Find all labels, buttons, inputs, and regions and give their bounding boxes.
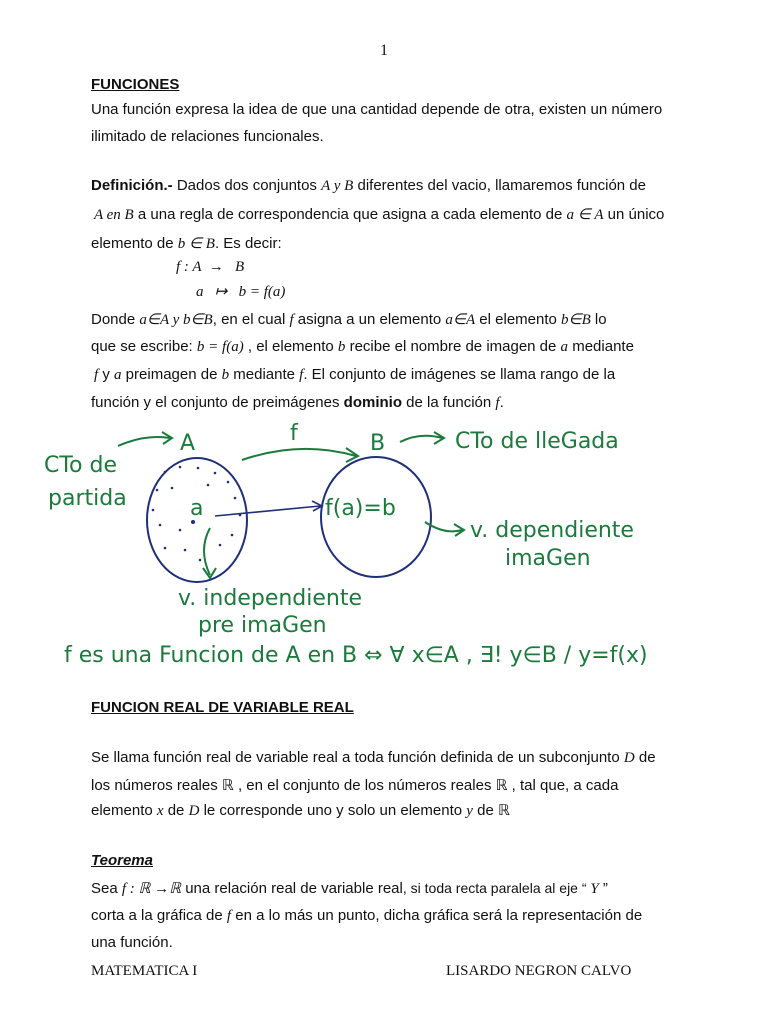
hw-label-f: f — [290, 421, 298, 446]
math: f — [289, 312, 294, 328]
hw-label-A: A — [180, 431, 196, 456]
math: b∈B — [561, 312, 591, 328]
text: de la función — [402, 394, 496, 411]
page-number: 1 — [380, 42, 388, 59]
math: b = f(a) — [196, 339, 244, 355]
math: b — [221, 367, 230, 383]
definition-line-2 — [94, 205, 664, 224]
text: lo — [590, 311, 607, 328]
text: diferentes del vacio, llamaremos función de — [353, 177, 646, 194]
text: que se escribe: — [91, 338, 197, 355]
math: D — [188, 803, 200, 819]
section2-line-3 — [91, 801, 510, 820]
math: ℝ — [221, 778, 234, 794]
hw-a: a — [190, 496, 204, 521]
text: Se llama función real de variable real a toda función definida de un subconjunto — [91, 749, 624, 766]
hw-cto-de: CTo de — [44, 453, 118, 478]
text: mediante — [568, 338, 634, 355]
definition-label: Definición.- — [91, 177, 173, 194]
hw-pre-imagen: pre imaGen — [198, 613, 327, 638]
hw-v-independiente: v. independiente — [178, 586, 363, 611]
text: el elemento — [475, 311, 562, 328]
text: recibe el nombre de imagen de — [345, 338, 561, 355]
math: Y — [590, 881, 599, 897]
math: a — [114, 367, 122, 383]
math: D — [623, 750, 635, 766]
text: preimagen de — [121, 366, 222, 383]
teorema-title: Teorema — [91, 852, 153, 869]
math-AyB: A y B — [321, 178, 354, 194]
text: , tal que, a cada — [507, 777, 619, 794]
math: a∈A — [445, 312, 476, 328]
math: b — [337, 339, 346, 355]
text: a una regla de correspondencia que asigna a cada elemento de — [133, 206, 567, 223]
text: , si toda recta paralela al eje “ — [402, 880, 591, 896]
definition-line-3 — [91, 234, 282, 253]
text: función y el conjunto de preimágenes — [91, 394, 344, 411]
teorema-line-2 — [91, 907, 642, 925]
donde-line-2 — [91, 338, 634, 356]
mapping-line-2: a ↦ b = f(a) — [196, 284, 286, 300]
text: un único — [603, 206, 665, 223]
text: Dados dos conjuntos — [172, 177, 322, 194]
math: f : ℝ →ℝ — [121, 881, 182, 897]
text: , en el conjunto de los números reales — [233, 777, 496, 794]
text: . — [499, 394, 504, 411]
math: x — [156, 803, 164, 819]
math-AenB: A en B — [94, 207, 134, 223]
hw-imagen: imaGen — [505, 546, 591, 571]
math-binB: b ∈ B — [177, 236, 215, 252]
hw-partida: partida — [48, 486, 127, 511]
math: f — [226, 908, 232, 924]
text: , en el cual — [212, 311, 290, 328]
math: f — [94, 367, 99, 383]
section2-line-1 — [91, 749, 656, 767]
math: y — [466, 803, 473, 819]
handwritten-diagram — [0, 410, 768, 680]
text: de — [634, 749, 656, 766]
text: de — [472, 802, 498, 819]
text: de — [163, 802, 189, 819]
text: . Es decir: — [214, 235, 282, 252]
donde-line-3 — [94, 366, 615, 384]
text: corta a la gráfica de — [91, 907, 227, 924]
text: ” — [598, 880, 608, 897]
text: elemento — [91, 802, 157, 819]
text: Donde — [91, 311, 140, 328]
hw-label-B: B — [370, 431, 386, 456]
text: los números reales — [91, 777, 222, 794]
intro-line-2: ilimitado de relaciones funcionales. — [91, 128, 324, 145]
math: ℝ — [495, 778, 508, 794]
text: le corresponde uno y solo un elemento — [199, 802, 467, 819]
hw-cto-llegada: CTo de lleGada — [455, 429, 619, 454]
intro-line-1: Una función expresa la idea de que una cantidad depende de otra, existen un número — [91, 101, 663, 118]
donde-line-1 — [91, 310, 607, 329]
math: f — [299, 367, 304, 383]
math-ainA: a ∈ A — [566, 207, 604, 223]
teorema-line-3: una función. — [91, 934, 173, 951]
section-title-funcion-real: FUNCION REAL DE VARIABLE REAL — [91, 699, 354, 716]
math: a — [560, 339, 569, 355]
math: f — [495, 395, 500, 411]
definition-line-1 — [91, 177, 646, 195]
math: a∈A y b∈B — [139, 312, 213, 328]
text: y — [98, 366, 115, 383]
hw-v-dependiente: v. dependiente — [470, 518, 634, 543]
text: en a lo más un punto, dicha gráfica será la representación de — [231, 907, 643, 924]
text: una relación real de variable real — [181, 880, 403, 897]
text: Sea — [91, 880, 122, 897]
section-title-funciones: FUNCIONES — [91, 76, 180, 93]
hw-conclusion: f es una Funcion de A en B ⇔ ∀ x∈A , ∃! y∈B / y=f(x) — [64, 643, 648, 668]
math: ℝ — [497, 803, 510, 819]
text: mediante — [229, 366, 300, 383]
teorema-line-1 — [91, 879, 608, 898]
text: asigna a un elemento — [293, 311, 446, 328]
text: , el elemento — [243, 338, 338, 355]
hw-fa-b: f(a)=b — [325, 496, 396, 521]
text: elemento de — [91, 235, 178, 252]
section2-line-2 — [91, 776, 618, 795]
text: . El conjunto de imágenes se llama rango de la — [303, 366, 616, 383]
footer-left: MATEMATICA I — [91, 963, 198, 979]
footer-right: LISARDO NEGRON CALVO — [446, 963, 632, 979]
mapping-line-1: f : A → B — [176, 259, 245, 275]
bold-dominio: dominio — [343, 394, 402, 411]
